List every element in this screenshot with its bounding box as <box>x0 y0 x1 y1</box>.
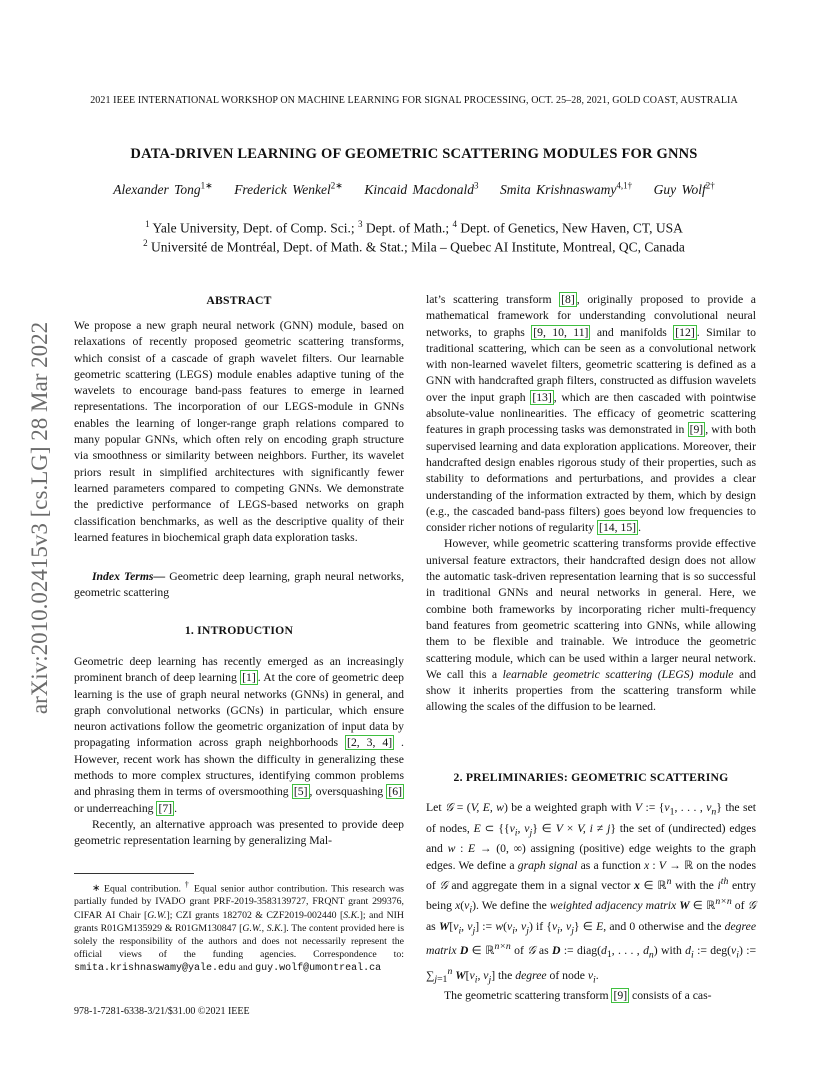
arxiv-stamp: arXiv:2010.02415v3 [cs.LG] 28 Mar 2022 <box>27 321 52 715</box>
affiliation-line-2: $^2$ Université de Montréal, Dept. of Math. & Stat.; Mila – Quebec AI Institute, Montreal, QC, Canada <box>143 238 685 255</box>
author: Guy Wolf$^{2\dagger}$ <box>653 180 715 197</box>
abstract-heading: ABSTRACT <box>206 294 272 307</box>
abstract-text: We propose a new graph neural network (GNN) module, based on relaxations of recently proposed geometric scattering transforms, which consist of a cascade of graph wavelet filters. Our learnable geometric scattering (LEGS) module enables adaptive tuning of the wavelets to encourage band-pass features to emerge in learned representations. The incorporation of our LEGS-module in GNNs enables the learning of longer-range graph relations compared to many popular GNNs, which often rely on encoding graph structure via smoothness or similarity between neighbors. Further, its wavelet priors result in simplified architectures with significantly fewer learned parameters compared to competing GNNs. We demonstrate the predictive performance of LEGS-based networks on graph classification benchmarks, as well as the descriptive quality of their learned features in biochemical graph data exploration tasks. <box>74 319 404 544</box>
citation-link[interactable]: [5] <box>293 785 308 799</box>
paper-title: DATA-DRIVEN LEARNING OF GEOMETRIC SCATTERING MODULES FOR GNNS <box>130 146 698 162</box>
scattering-transform-paragraph: The geometric scattering transform [9] consists of a cas- <box>444 989 712 1003</box>
right-column-body <box>426 292 756 716</box>
citation-link[interactable]: [6] <box>388 785 402 799</box>
index-terms <box>74 569 404 602</box>
author-list <box>0 180 828 198</box>
legs-paragraph: However, while geometric scattering transforms provide effective universal feature extractors, their handcrafted design does not allow the automatic task-driven representation learning that is so successful in traditional GNNs and neural networks in general. Here, we combine both frameworks by incorporating richer multi-frequency band features from geometric scattering into GNNs, while allowing them to be flexible and trainable. We introduce the geometric scattering module, which can be used within a larger neural network. We call this a learnable geometric scattering (LEGS) module and show it inherits properties from the scattering transform while allowing the scales of the diffusion to be learned. <box>426 537 756 714</box>
citation-link[interactable]: [2, 3, 4] <box>347 736 393 750</box>
citation-link[interactable]: [12] <box>675 325 695 339</box>
abstract-body <box>74 318 404 546</box>
email-link[interactable]: guy.wolf@umontreal.ca <box>255 963 382 975</box>
affiliation-line-1: $^1$ Yale University, Dept. of Comp. Sci.; $^3$ Dept. of Math.; $^4$ Dept. of Genetics, New Haven, CT, USA <box>145 219 683 236</box>
author: Smita Krishnaswamy$^{4,1\dagger}$ <box>499 180 633 197</box>
citation-link[interactable]: [7] <box>158 801 173 815</box>
footnote-rule <box>74 873 194 874</box>
scattering-paragraph: lat’s scattering transform [8] , originally proposed to provide a mathematical framework for understanding convolutional neural networks, to graphs [9, 10, 11] and manifolds [12] . Similar to traditional scattering, which can be seen as a convolutional network with non-learned wavelet filters, geometric scattering is defined as a GNN with handcrafted graph filters, constructed as diffusion wavelets over the input graph [13] , which are then cascaded with pointwise absolute-value nonlinearities. The efficacy of geometric scattering features in graph processing tasks was demonstrated in [9] , with both supervised learning and data exploration applications. Moreover, their handcrafted design enables rigorous study of their properties, such as stability to deformations and perturbations, and provides a clear understanding of the information extracted by them, which by design (e.g., the cascaded band-pass filters) goes beyond low frequencies to consider richer notions of regularity [14, 15] . <box>426 293 757 535</box>
intro-body <box>74 654 404 850</box>
citation-link[interactable]: [13] <box>532 390 552 404</box>
intro-heading: 1. INTRODUCTION <box>184 624 294 637</box>
isbn-copyright: 978-1-7281-6338-3/21/$31.00 ©2021 IEEE <box>74 1006 250 1017</box>
email-link[interactable]: smita.krishnaswamy@yale.edu <box>74 963 237 975</box>
citation-link[interactable]: [14, 15] <box>599 521 637 535</box>
intro-paragraph-1: Geometric deep learning has recently emerged as an increasingly prominent branch of deep learning [1] . At the core of geometric deep learning is the use of graph neural networks (GNNs) in general, and graph convolutional networks (GCNs) in particular, which ensure neuron activations follow the geometric organization of input data by propagating information across graph neighborhoods [2, 3, 4] . However, recent work has shown the difficulty in generalizing these methods to more complex structures, identifying common problems and phrasing them in terms of oversmoothing [5] , oversquashing [6] or underreaching [7] . <box>74 655 404 815</box>
index-terms-label: Index Terms— <box>92 570 166 583</box>
citation-link[interactable]: [1] <box>242 671 256 685</box>
index-terms-text: Geometric deep learning, graph neural networks, geometric scattering <box>74 570 404 600</box>
preliminaries-body <box>426 800 756 1005</box>
graph-definition-paragraph: Let 𝒢 = (V, E, w) be a weighted graph with V := {$v_1$, . . . , $v_n$} the set of nodes, E ⊂ {{$v_i$, $v_j$} ∈ V × V, i ≠ j} the set of (undirected) edges and w : E → (0, ∞) assigning (positive) edge weights to the graph edges. We define a graph signal as a function x : V → ℝ on the nodes of 𝒢 and aggregate them in a signal vector x ∈ ℝ$^n$ with the $i^{th}$ entry being $x(v_i)$. We define the weighted adjacency matrix W ∈ ℝ$^{n\times n}$ of 𝒢 as $W[v_i$, $v_j$] := $w(v_i$, $v_j$) if {$v_i$, $v_j$} ∈ E, and 0 otherwise and the degree matrix D ∈ ℝ$^{n\times n}$ of 𝒢 as D := $diag(d_1$, . . . , $d_n$) with $d_i$ := $deg(v_i)$ := $\sum_{j=1}^n$ $W[v_i$, $v_j$] the degree of node $v_i$. <box>426 801 757 985</box>
footnote: ∗ Equal contribution. † Equal senior author contribution. This research was partially funded by IVADO grant PRF-2019-3583139727, FRQNT grant 299376, CIFAR AI Chair [G.W.]; CZI grants 182702 & CZF2019-002440 [S.K.]; and NIH grants R01GM135929 & R01GM130847 [G.W., S.K.]. The content provided here is solely the responsibility of the authors and does not necessarily represent the official views of the funding agencies. Correspondence to: smita.krishnaswamy@yale.edu and guy.wolf@umontreal.ca <box>74 880 405 975</box>
preliminaries-heading: 2. PRELIMINARIES: GEOMETRIC SCATTERING <box>453 771 729 784</box>
citation-link[interactable]: [9] <box>613 989 628 1003</box>
citation-link[interactable]: [9] <box>689 423 704 437</box>
citation-link[interactable]: [8] <box>561 293 575 306</box>
conference-header: 2021 IEEE INTERNATIONAL WORKSHOP ON MACHINE LEARNING FOR SIGNAL PROCESSING, OCT. 25–28, 2021, GOLD COAST, AUSTRALIA <box>90 95 738 106</box>
author: Kincaid Macdonald$^3$ <box>364 180 479 197</box>
intro-paragraph-2: Recently, an alternative approach was presented to provide deep geometric representation learning by generalizing Mal- <box>74 817 404 848</box>
citation-link[interactable]: [9, 10, 11] <box>533 325 589 339</box>
author: Frederick Wenkel$^{2∗}$ <box>234 180 343 197</box>
author: Alexander Tong$^{1∗}$ <box>113 180 213 197</box>
